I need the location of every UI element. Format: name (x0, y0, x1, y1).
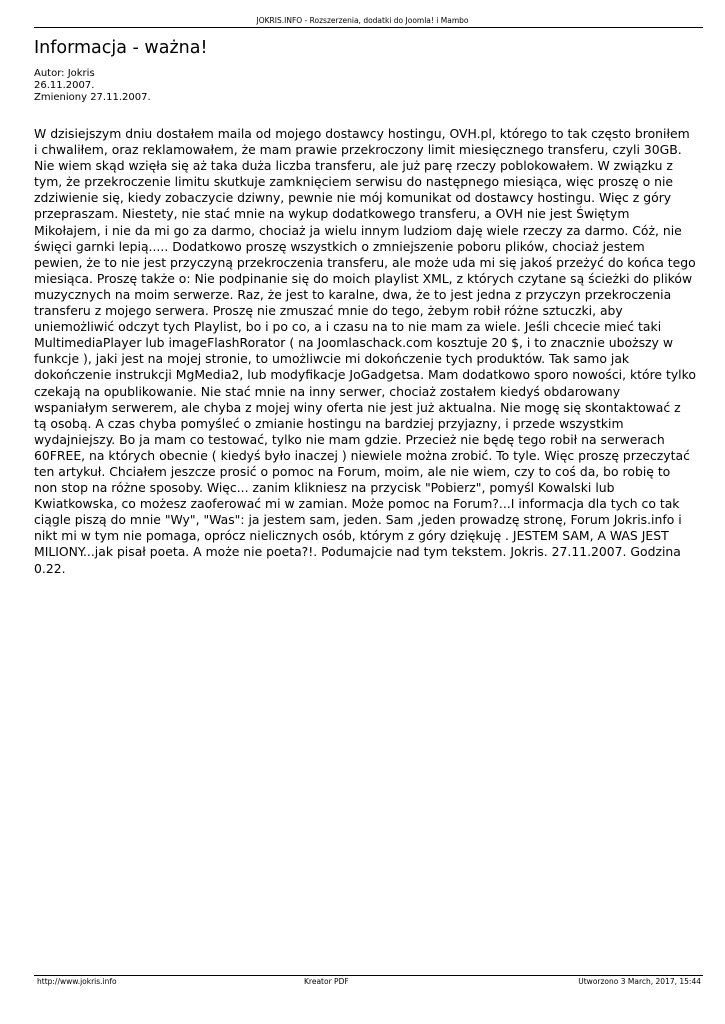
article-title: Informacja - ważna! (34, 38, 208, 58)
article-modified-date: Zmieniony 27.11.2007. (34, 92, 151, 103)
article-author: Autor: Jokris (34, 68, 95, 79)
article-body: W dzisiejszym dniu dostałem maila od mojego dostawcy hostingu, OVH.pl, którego to tak często broniłem i chwaliłem, oraz reklamowałem, że mam prawie przekroczony limit miesięcznego transferu, czyli 30GB. Nie wiem skąd wzięła się aż taka duża liczba transferu, ale już parę rzeczy poblokowałem. W związku z tym, że przekroczenie limitu skutkuje zamknięciem serwisu do następnego miesiąca, więc proszę o nie zdziwienie się, kiedy zobaczycie dziwny, pewnie nie mój komunikat od dostawcy hostingu. Więc z góry przepraszam. Niestety, nie stać mnie na wykup dodatkowego transferu, a OVH nie jest Świętym Mikołajem, i nie da mi go za darmo, chociaż ja wielu innym ludziom daję wiele rzeczy za darmo. Cóż, nie święci garnki lepią..... Dodatkowo proszę wszystkich o zmniejszenie poboru plików, chociaż jestem pewien, że to nie jest przyczyną przekroczenia transferu, ale może uda mi się jakoś przeżyć do końca tego miesiąca. Proszę także o: Nie podpinanie się do moich playlist XML, z których czytane są ścieżki do plików muzycznych na moim serwerze. Raz, że jest to karalne, dwa, że to jest jedna z przyczyn przekroczenia transferu z mojego serwera. Proszę nie zmuszać mnie do tego, żebym robił różne sztuczki, aby uniemożliwić odczyt tych Playlist, bo i po co, a i czasu na to nie mam za wiele. Jeśli chcecie mieć taki MultimediaPlayer lub imageFlashRorator ( na Joomlaschack.com kosztuje 20 $, i to znacznie uboższy w funkcje ), jaki jest na mojej stronie, to umożliwcie mi dokończenie tych produktów. Tak samo jak dokończenie instrukcji MgMedia2, lub modyfikacje JoGadgetsa. Mam dodatkowo sporo nowości, które tylko czekają na opublikowanie. Nie stać mnie na inny serwer, chociaż zostałem kiedyś obdarowany wspaniałym serwerem, ale chyba z mojej winy oferta nie jest już aktualna. Nie mogę się skontaktować z tą osobą. A czas chyba pomyśleć o zmianie hostingu na bardziej przyjazny, i przede wszystkim wydajniejszy. Bo ja mam co testować, tylko nie mam gdzie. Przecież nie będę tego robił na serwerach 60FREE, na których obecnie ( kiedyś było inaczej ) niewiele można zrobić. To tyle. Więc proszę przeczytać ten artykuł. Chciałem jeszcze prosić o pomoc na Forum, moim, ale nie wiem, czy to coś da, bo robię to non stop na różne sposoby. Więc... zanim klikniesz na przycisk "Pobierz", pomyśl Kowalski lub Kwiatkowska, co możesz zaoferować mi w zamian. Może pomoc na Forum?...I informacja dla tych co tak ciągle piszą do mnie "Wy", "Was": ja jestem sam, jeden. Sam ,jeden prowadzę stronę, Forum Jokris.info i nikt mi w tym nie pomaga, oprócz nielicznych osób, którym z góry dziękuję . JESTEM SAM, A WAS JEST MILIONY...jak pisał poeta. A może nie poeta?!. Podumajcie nad tym tekstem. Jokris. 27.11.2007. Godzina 0.22. (34, 126, 696, 576)
footer-divider (34, 975, 703, 976)
footer-generator: Kreator PDF (304, 977, 349, 986)
header-divider (34, 27, 703, 28)
page-header-title: JOKRIS.INFO - Rozszerzenia, dodatki do Joomla! i Mambo (256, 16, 469, 25)
footer-created-at: Utworzono 3 March, 2017, 15:44 (578, 977, 701, 986)
article-meta (34, 68, 151, 104)
footer-url: http://www.jokris.info (37, 977, 117, 986)
article-created-date: 26.11.2007. (34, 80, 95, 91)
